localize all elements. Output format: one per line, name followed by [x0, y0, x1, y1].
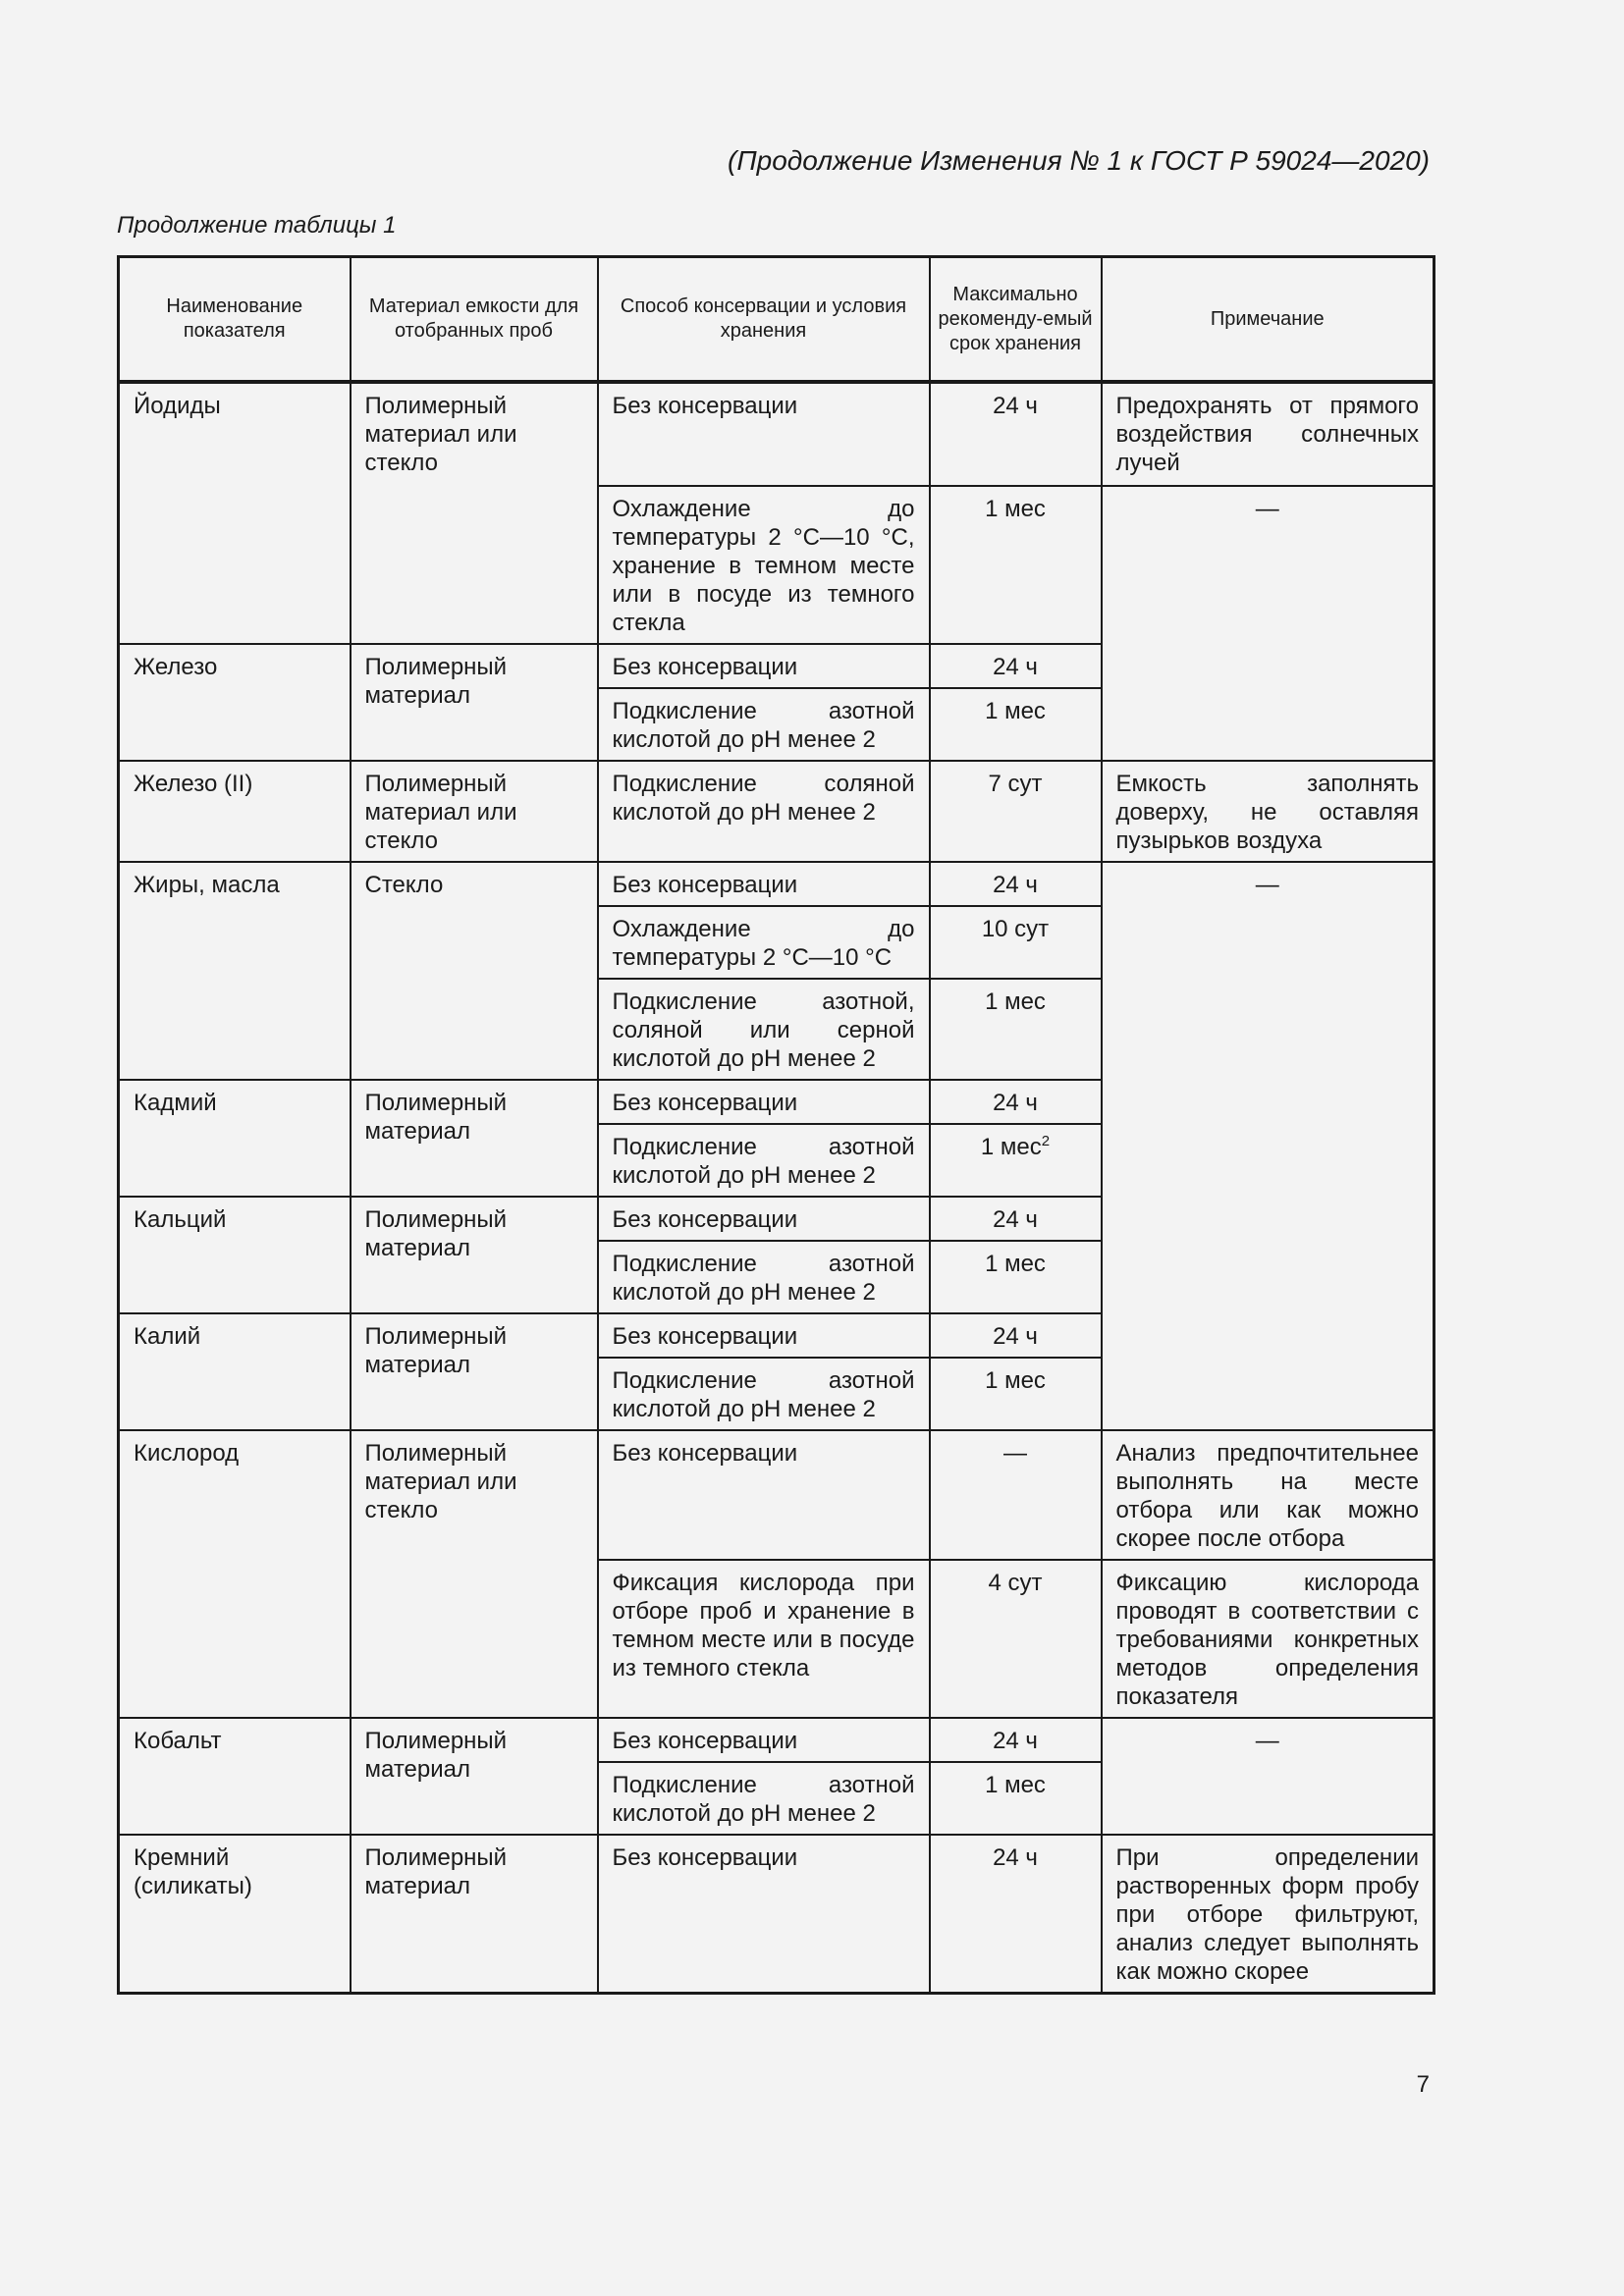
- method-cell: Без консервации: [598, 1197, 930, 1241]
- page-number: 7: [1416, 2071, 1430, 2098]
- table-row: [119, 1430, 1435, 1560]
- footnote-ref: 2: [1041, 1133, 1051, 1149]
- indicator-cell: Жиры, масла: [119, 862, 351, 1080]
- material-cell: Полимерный материал: [351, 1718, 598, 1835]
- material-cell: Полимерный материал: [351, 1080, 598, 1197]
- method-cell: Без консервации: [598, 1313, 930, 1358]
- period-cell: 24 ч: [930, 1718, 1102, 1762]
- period-cell: 1 мес: [930, 1358, 1102, 1430]
- period-value: 1 мес: [980, 1134, 1042, 1160]
- note-cell: —: [1102, 862, 1435, 1430]
- indicator-cell: Кобальт: [119, 1718, 351, 1835]
- method-cell: Подкисление азотной кислотой до рН менее 2: [598, 1358, 930, 1430]
- method-cell: Без консервации: [598, 1718, 930, 1762]
- material-cell: Полимерный материал: [351, 1313, 598, 1430]
- table-caption: Продолжение таблицы 1: [117, 212, 397, 239]
- method-cell: Охлаждение до температуры 2 °С—10 °С, хранение в темном месте или в посуде из темного стекла: [598, 486, 930, 644]
- note-cell: При определении растворенных форм пробу при отборе фильтруют, анализ следует выполнять как можно скорее: [1102, 1835, 1435, 1994]
- period-cell: 24 ч: [930, 1080, 1102, 1124]
- note-cell: Емкость заполнять доверху, не оставляя пузырьков воздуха: [1102, 761, 1435, 862]
- material-cell: Полимерный материал или стекло: [351, 1430, 598, 1718]
- indicator-cell: Кадмий: [119, 1080, 351, 1197]
- method-cell: Без консервации: [598, 1080, 930, 1124]
- indicator-cell: Калий: [119, 1313, 351, 1430]
- material-cell: Полимерный материал или стекло: [351, 761, 598, 862]
- period-cell: 24 ч: [930, 862, 1102, 906]
- table-header-row: [119, 257, 1435, 383]
- indicator-cell: Кальций: [119, 1197, 351, 1313]
- period-cell: 24 ч: [930, 644, 1102, 688]
- table-row: [119, 862, 1435, 906]
- period-cell: 24 ч: [930, 1197, 1102, 1241]
- material-cell: Полимерный материал: [351, 1835, 598, 1994]
- period-cell: 24 ч: [930, 1313, 1102, 1358]
- material-cell: Полимерный материал: [351, 1197, 598, 1313]
- period-cell: 7 сут: [930, 761, 1102, 862]
- method-cell: Подкисление азотной, соляной или серной кислотой до рН менее 2: [598, 979, 930, 1080]
- indicator-cell: Кислород: [119, 1430, 351, 1718]
- header-note: Примечание: [1102, 257, 1435, 383]
- method-cell: Подкисление азотной кислотой до рН менее 2: [598, 1241, 930, 1313]
- method-cell: Без консервации: [598, 1835, 930, 1994]
- header-period: Максимально рекоменду-емый срок хранения: [930, 257, 1102, 383]
- method-cell: Подкисление азотной кислотой до рН менее 2: [598, 688, 930, 761]
- table-row: [119, 761, 1435, 862]
- method-cell: Подкисление соляной кислотой до рН менее 2: [598, 761, 930, 862]
- period-cell: 24 ч: [930, 1835, 1102, 1994]
- period-cell: 1 мес: [930, 979, 1102, 1080]
- period-cell: 1 мес: [930, 486, 1102, 644]
- period-cell: 1 мес: [930, 688, 1102, 761]
- note-cell: Предохранять от прямого воздействия солнечных лучей: [1102, 382, 1435, 486]
- method-cell: Без консервации: [598, 862, 930, 906]
- material-cell: Полимерный материал: [351, 644, 598, 761]
- header-material: Материал емкости для отобранных проб: [351, 257, 598, 383]
- header-indicator: Наименование показателя: [119, 257, 351, 383]
- period-cell: 24 ч: [930, 382, 1102, 486]
- method-cell: Охлаждение до температуры 2 °С—10 °С: [598, 906, 930, 979]
- method-cell: Подкисление азотной кислотой до рН менее 2: [598, 1124, 930, 1197]
- storage-table: [117, 255, 1435, 1995]
- indicator-cell: Кремний (силикаты): [119, 1835, 351, 1994]
- note-cell: Фиксацию кислорода проводят в соответствии с требованиями конкретных методов определения показателя: [1102, 1560, 1435, 1718]
- material-cell: Стекло: [351, 862, 598, 1080]
- method-cell: Подкисление азотной кислотой до рН менее 2: [598, 1762, 930, 1835]
- period-cell: [930, 1124, 1102, 1197]
- table-row: [119, 382, 1435, 486]
- period-cell: 1 мес: [930, 1762, 1102, 1835]
- running-head: (Продолжение Изменения № 1 к ГОСТ Р 59024—2020): [728, 145, 1430, 176]
- table-row: [119, 1718, 1435, 1762]
- header-method: Способ консервации и условия хранения: [598, 257, 930, 383]
- period-cell: 4 сут: [930, 1560, 1102, 1718]
- method-cell: Без консервации: [598, 382, 930, 486]
- period-cell: 10 сут: [930, 906, 1102, 979]
- table-row: [119, 1835, 1435, 1994]
- indicator-cell: Железо: [119, 644, 351, 761]
- method-cell: Фиксация кислорода при отборе проб и хранение в темном месте или в посуде из темного стекла: [598, 1560, 930, 1718]
- method-cell: Без консервации: [598, 1430, 930, 1560]
- indicator-cell: Йодиды: [119, 382, 351, 644]
- note-cell: Анализ предпочтительнее выполнять на месте отбора или как можно скорее после отбора: [1102, 1430, 1435, 1560]
- note-cell: —: [1102, 1718, 1435, 1835]
- material-cell: Полимерный материал или стекло: [351, 382, 598, 644]
- period-cell: 1 мес: [930, 1241, 1102, 1313]
- period-cell: —: [930, 1430, 1102, 1560]
- note-cell: —: [1102, 486, 1435, 761]
- method-cell: Без консервации: [598, 644, 930, 688]
- indicator-cell: Железо (II): [119, 761, 351, 862]
